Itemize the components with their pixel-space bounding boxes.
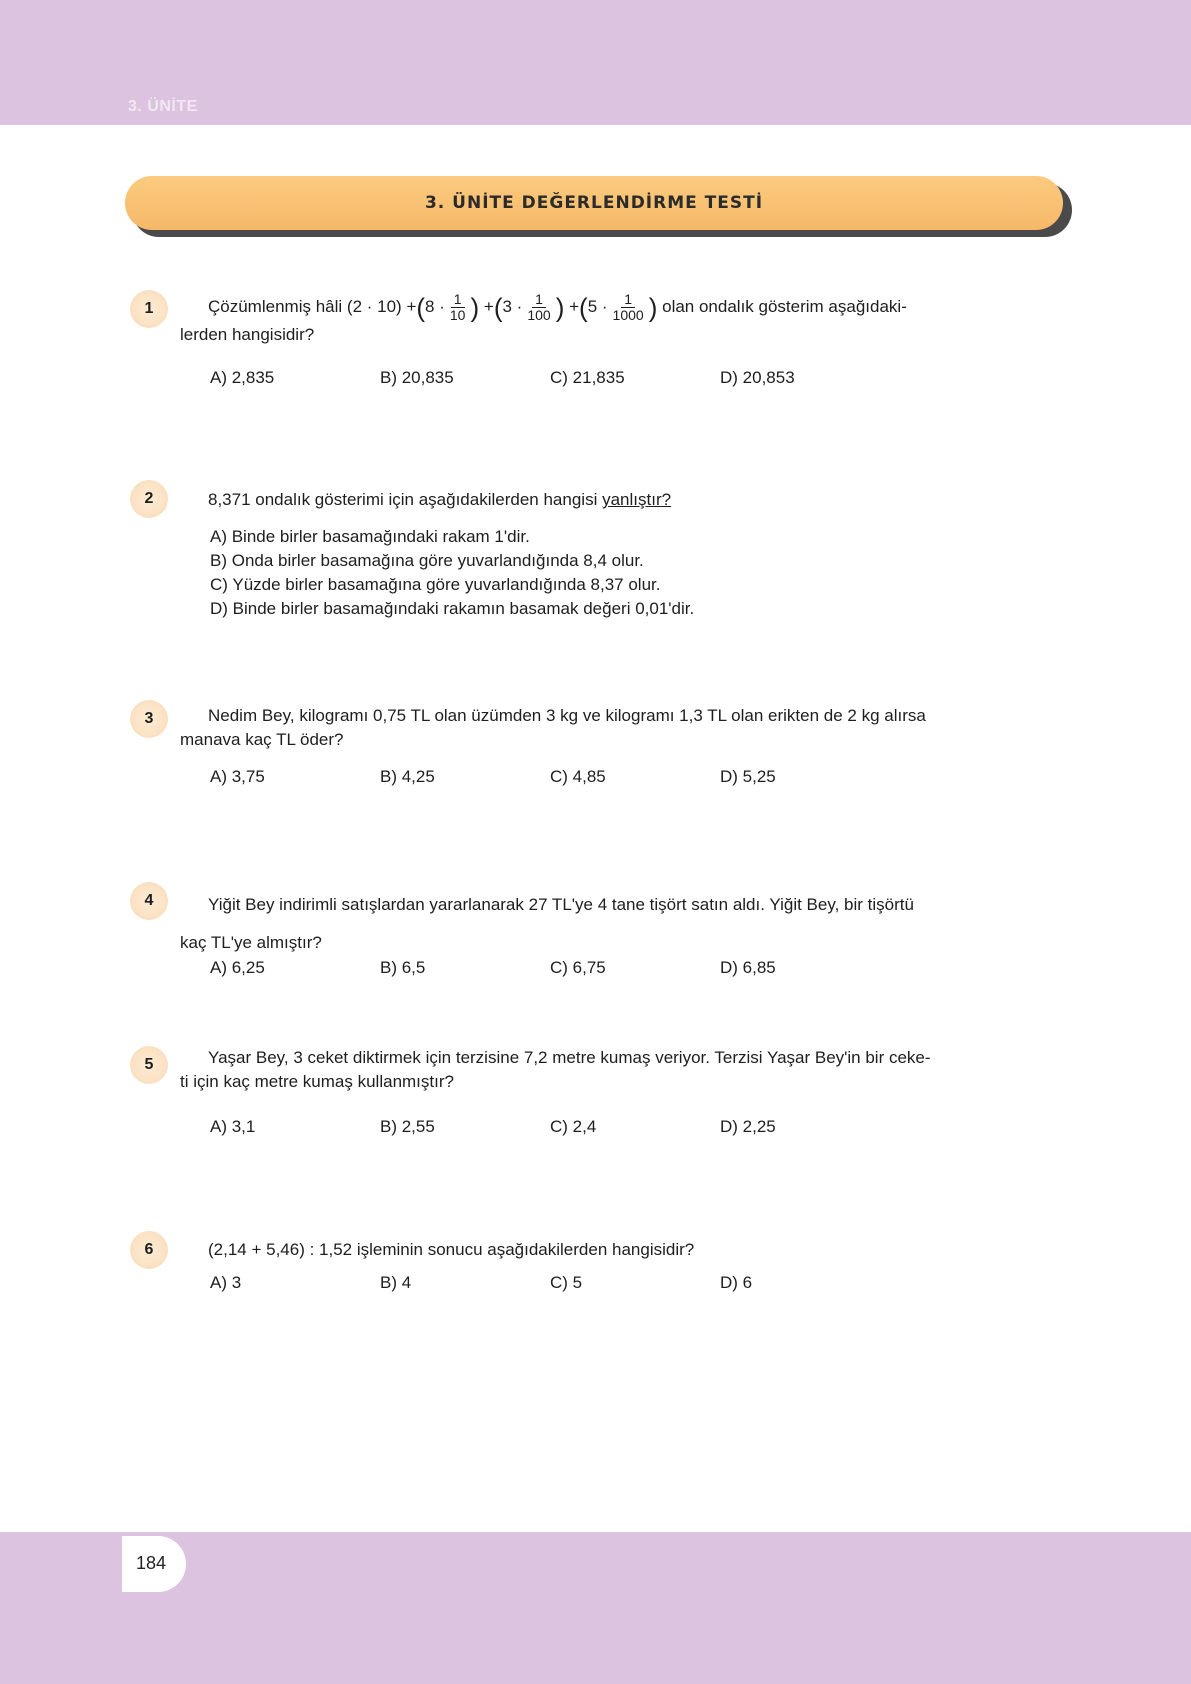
option-d[interactable]: D) Binde birler basamağındaki rakamın basamak değeri 0,01'dir. — [210, 599, 695, 618]
page-number: 184 — [136, 1553, 167, 1573]
option-d[interactable]: D) 6 — [720, 1273, 753, 1292]
option-b[interactable]: B) 20,835 — [380, 368, 454, 387]
option-d[interactable]: D) 6,85 — [720, 958, 776, 977]
option-a[interactable]: A) 6,25 — [210, 958, 265, 977]
question-number-badge: 6 — [130, 1231, 168, 1269]
option-c[interactable]: C) Yüzde birler basamağına göre yuvarlandığında 8,37 olur. — [210, 575, 661, 594]
question-number-badge: 1 — [130, 290, 168, 328]
fraction: $\frac{1}{100}$ — [527, 291, 551, 323]
question-2-text: 8,371 ondalık gösterimi için aşağıdakilerden hangisi yanlıştır? — [208, 490, 672, 509]
fraction: $\frac{1}{1000}$ — [612, 291, 644, 323]
fraction: $\frac{1}{10}$ — [449, 291, 466, 323]
question-6-text: (2,14 + 5,46) : 1,52 işleminin sonucu aşağıdakilerden hangisidir? — [208, 1240, 695, 1259]
option-a[interactable]: A) 3 — [210, 1273, 242, 1292]
question-3-text: Nedim Bey, kilogramı 0,75 TL olan üzümden 3 kg ve kilogramı 1,3 TL olan erikten de 2 kg alırsa manava kaç TL öder? — [180, 706, 926, 749]
option-b[interactable]: B) Onda birler basamağına göre yuvarlandığında 8,4 olur. — [210, 551, 644, 570]
option-c[interactable]: C) 4,85 — [550, 767, 606, 786]
q2-underlined-word: yanlıştır? — [602, 490, 672, 509]
option-b[interactable]: B) 2,55 — [380, 1117, 435, 1136]
option-d[interactable]: D) 20,853 — [720, 368, 795, 387]
question-number-badge: 3 — [130, 700, 168, 738]
q1-tail-2: lerden hangisidir? — [180, 325, 315, 344]
page-title: 3. ÜNİTE DEĞERLENDİRME TESTİ — [424, 193, 764, 213]
option-d[interactable]: D) 5,25 — [720, 767, 776, 786]
unit-label: 3. ÜNİTE — [128, 98, 198, 115]
q1-expression: (2 · 10) +(8 · $\frac{1}{10}$ ) +(3 · $\frac{1}{100}$ ) +(5 · $\frac{1}{1000}$ ) — [346, 291, 658, 323]
q1-lead: Çözümlenmiş hâli — [208, 296, 343, 316]
option-d[interactable]: D) 2,25 — [720, 1117, 776, 1136]
question-number-badge: 2 — [130, 480, 168, 518]
question-5-text: Yaşar Bey, 3 ceket diktirmek için terzisine 7,2 metre kumaş veriyor. Terzisi Yaşar Bey'in bir ceke- ti için kaç metre kumaş kullanmıştır? — [180, 1048, 931, 1091]
question-2-options — [210, 525, 694, 621]
option-a[interactable]: A) Binde birler basamağındaki rakam 1'dir. — [210, 527, 530, 546]
option-a[interactable]: A) 3,1 — [210, 1117, 256, 1136]
q1-tail: olan ondalık gösterim aşağıdaki- — [662, 296, 907, 316]
title-bar — [125, 176, 1063, 230]
question-number-badge: 4 — [130, 882, 168, 920]
option-a[interactable]: A) 2,835 — [210, 368, 275, 387]
question-number-badge: 5 — [130, 1046, 168, 1084]
question-4-text: Yiğit Bey indirimli satışlardan yararlanarak 27 TL'ye 4 tane tişört satın aldı. Yiğit Bey, bir tişörtü kaç TL'ye almıştır? — [180, 895, 914, 952]
option-a[interactable]: A) 3,75 — [210, 767, 265, 786]
question-1-text — [180, 292, 1070, 347]
option-c[interactable]: C) 2,4 — [550, 1117, 597, 1136]
option-c[interactable]: C) 21,835 — [550, 368, 625, 387]
option-c[interactable]: C) 5 — [550, 1273, 583, 1292]
option-b[interactable]: B) 4 — [380, 1273, 412, 1292]
option-c[interactable]: C) 6,75 — [550, 958, 606, 977]
option-b[interactable]: B) 6,5 — [380, 958, 426, 977]
option-b[interactable]: B) 4,25 — [380, 767, 435, 786]
